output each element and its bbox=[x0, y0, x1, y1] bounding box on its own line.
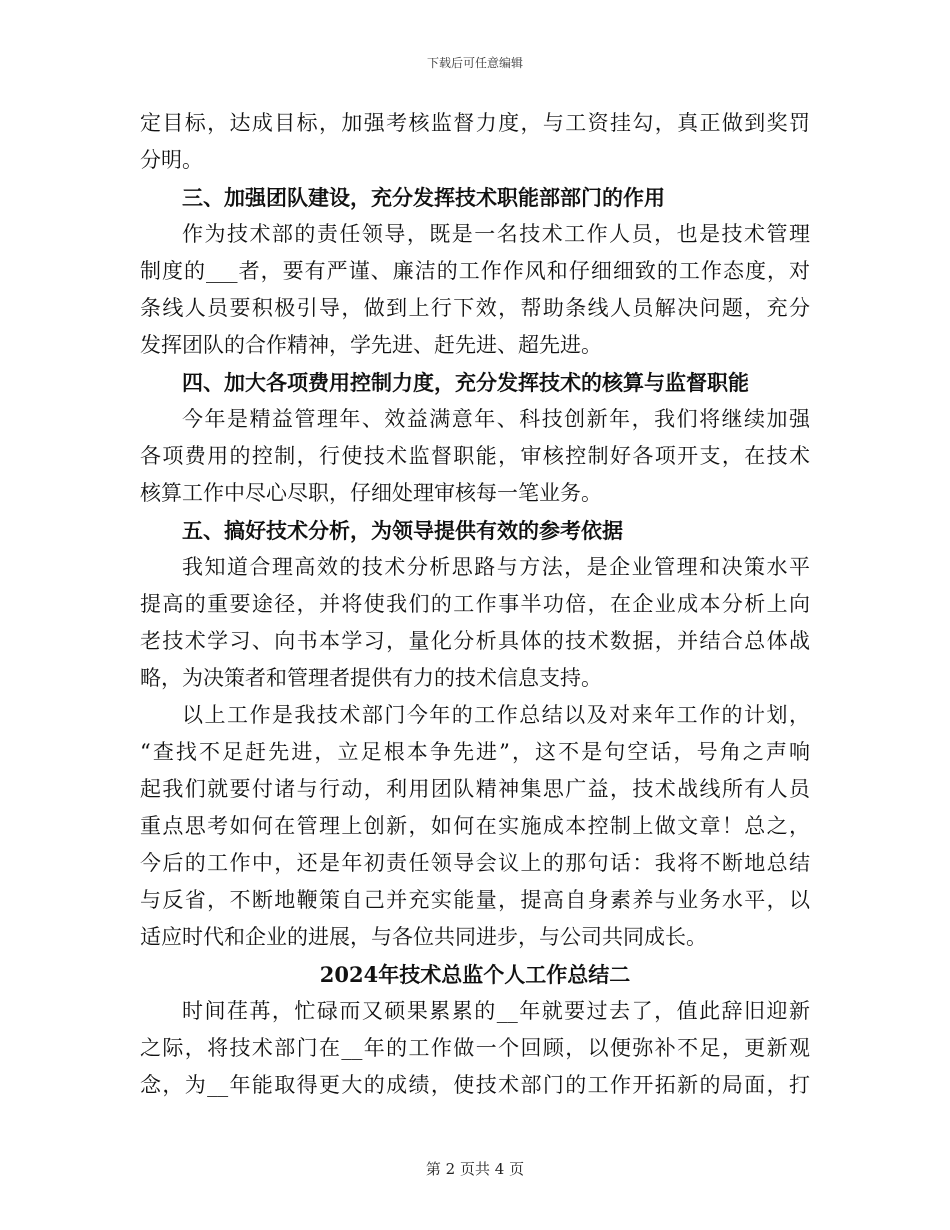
paragraph-line: 分明。 bbox=[140, 148, 203, 172]
paragraph-line: “查找不足赶先进，立足根本争先进”，这不是句空话，号角之声响 bbox=[140, 740, 810, 764]
section-heading-5: 五、搞好技术分析，为领导提供有效的参考依据 bbox=[182, 518, 623, 543]
paragraph-line: 定目标，达成目标，加强考核监督力度，与工资挂勾，真正做到奖罚 bbox=[140, 111, 810, 135]
paragraph-line: 以上工作是我技术部门今年的工作总结以及对来年工作的计划， bbox=[182, 703, 810, 727]
page-header: 下载后可任意编辑 bbox=[426, 56, 523, 70]
page-footer: 第 2 页共 4 页 bbox=[425, 1160, 525, 1178]
paragraph-line: 之际，将技术部门在__年的工作做一个回顾，以便弥补不足，更新观 bbox=[140, 1036, 810, 1060]
paragraph-line: 略，为决策者和管理者提供有力的技术信息支持。 bbox=[140, 666, 602, 690]
paragraph-line: 我知道合理高效的技术分析思路与方法，是企业管理和决策水平 bbox=[182, 555, 810, 579]
paragraph-line: 提高的重要途径，并将使我们的工作事半功倍，在企业成本分析上向 bbox=[140, 592, 810, 616]
document-title: 2024年技术总监个人工作总结二 bbox=[319, 962, 631, 987]
paragraph-line: 老技术学习、向书本学习，量化分析具体的技术数据，并结合总体战 bbox=[140, 629, 810, 653]
section-heading-4: 四、加大各项费用控制力度，充分发挥技术的核算与监督职能 bbox=[182, 370, 749, 395]
paragraph-line: 起我们就要付诸与行动，利用团队精神集思广益，技术战线所有人员 bbox=[140, 777, 810, 801]
paragraph-line: 适应时代和企业的进展，与各位共同进步，与公司共同成长。 bbox=[140, 925, 707, 949]
paragraph-line: 与反省，不断地鞭策自己并充实能量，提高自身素养与业务水平，以 bbox=[140, 888, 810, 912]
paragraph-line: 重点思考如何在管理上创新，如何在实施成本控制上做文章！总之， bbox=[140, 814, 810, 838]
paragraph-line: 作为技术部的责任领导，既是一名技术工作人员，也是技术管理 bbox=[182, 222, 810, 246]
document-body bbox=[140, 105, 810, 1104]
paragraph-line: 念，为__年能取得更大的成绩，使技术部门的工作开拓新的局面，打 bbox=[140, 1073, 810, 1097]
paragraph-line: 制度的___者，要有严谨、廉洁的工作作风和仔细细致的工作态度，对 bbox=[140, 259, 810, 283]
paragraph-line: 条线人员要积极引导，做到上行下效，帮助条线人员解决问题，充分 bbox=[140, 296, 810, 320]
paragraph-line: 今后的工作中，还是年初责任领导会议上的那句话：我将不断地总结 bbox=[140, 851, 810, 875]
paragraph-line: 今年是精益管理年、效益满意年、科技创新年，我们将继续加强 bbox=[182, 407, 810, 431]
section-heading-3: 三、加强团队建设，充分发挥技术职能部部门的作用 bbox=[182, 185, 665, 210]
paragraph-line: 发挥团队的合作精神，学先进、赶先进、超先进。 bbox=[140, 333, 602, 357]
paragraph-line: 核算工作中尽心尽职，仔细处理审核每一笔业务。 bbox=[140, 481, 602, 505]
paragraph-line: 时间荏苒，忙碌而又硕果累累的__年就要过去了，值此辞旧迎新 bbox=[182, 999, 810, 1023]
paragraph-line: 各项费用的控制，行使技术监督职能，审核控制好各项开支，在技术 bbox=[140, 444, 810, 468]
